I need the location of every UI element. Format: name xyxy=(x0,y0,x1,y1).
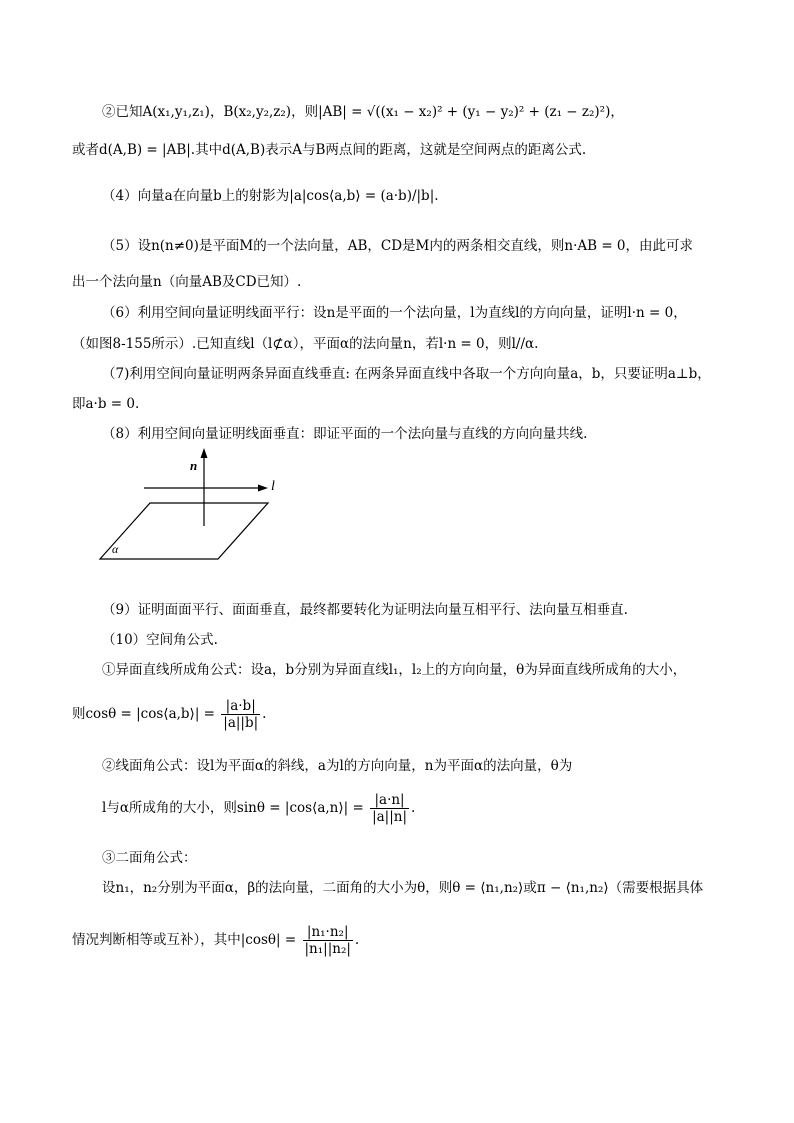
text-line-plane-plane: （9）证明面面平行、面面垂直，最终都要转化为证明法向量互相平行、法向量互相垂直. xyxy=(102,602,628,618)
formula-line-plane-angle: l与α所成角的大小，则sinθ = |cos⟨a,n⟩| = $\frac{|a\cdot n|}{|a||n|}$ . xyxy=(102,792,416,825)
plane-normal-figure xyxy=(96,446,286,568)
normal-vector-arrowhead xyxy=(201,448,208,458)
text-line-projection: （4）向量a在向量b上的射影为|a|cos⟨a,b⟩ = (a·b)/|b|. xyxy=(102,188,439,204)
text-line-line-plane-perpendicular: （8）利用空间向量证明线面垂直：即证平面的一个法向量与直线的方向向量共线. xyxy=(102,426,588,442)
formula-dihedral-denominator: |n₁||n₂| xyxy=(304,941,351,957)
label-n: n xyxy=(190,458,198,473)
text-line-normal-vector-cont: 出一个法向量n（向量AB及CD已知）. xyxy=(72,274,302,290)
text-line-distance-notation: 或者d(A,B) = |AB|.其中d(A,B)表示A与B两点间的距离，这就是空间两点的距离公式. xyxy=(72,142,587,158)
plane-alpha-shape xyxy=(100,503,268,559)
formula-dihedral-prefix: 情况判断相等或互补），其中|cosθ| = xyxy=(72,932,297,948)
line-l-arrowhead xyxy=(258,485,268,492)
text-line-skew-perpendicular: （7)利用空间向量证明两条异面直线垂直: 在两条异面直线中各取一个方向向量a，b，只要证明a⊥b， xyxy=(102,366,711,382)
text-line-line-plane-angle: ②线面角公式：设l为平面α的斜线，a为l的方向向量，n为平面α的法向量，θ为 xyxy=(102,758,573,774)
formula-dihedral-numerator: |n₁·n₂| xyxy=(303,924,353,941)
formula-line-plane-denominator: |a||n| xyxy=(372,809,408,825)
text-line-normal-vector: （5）设n(n≠0)是平面M的一个法向量，AB，CD是M内的两条相交直线，则n·AB = 0，由此可求 xyxy=(102,238,694,254)
formula-line-plane-fraction xyxy=(370,792,409,825)
text-line-line-plane-parallel-cont: （如图8-155所示）.已知直线l（l⊄α），平面α的法向量n，若l·n = 0，则l//α. xyxy=(72,336,539,352)
formula-dihedral-fraction xyxy=(303,924,353,957)
formula-skew-angle-prefix: 则cosθ = |cos⟨a,b⟩| = xyxy=(72,706,215,722)
label-alpha: α xyxy=(112,542,119,556)
formula-line-plane-numerator: |a·n| xyxy=(370,792,409,809)
text-line-skew-perpendicular-cont: 即a·b = 0. xyxy=(72,396,140,412)
text-line-dihedral-title: ③二面角公式： xyxy=(102,850,197,866)
formula-skew-angle: 则cosθ = |cos⟨a,b⟩| = $\frac{|a\cdot b|}{|a||b|}$ . xyxy=(72,698,267,731)
label-l: l xyxy=(271,479,275,494)
text-line-line-plane-parallel: （6）利用空间向量证明线面平行：设n是平面的一个法向量，l为直线l的方向向量，证明l·n = 0， xyxy=(102,305,687,321)
formula-skew-angle-denominator: |a||b| xyxy=(223,715,259,731)
formula-line-plane-prefix: l与α所成角的大小，则sinθ = |cos⟨a,n⟩| = xyxy=(102,800,364,816)
formula-skew-angle-numerator: |a·b| xyxy=(221,698,260,715)
formula-dihedral-cos: 情况判断相等或互补），其中|cosθ| = $\frac{\text{|n₁·n₂|}}{\text{|n₁||n₂|}}$ . xyxy=(72,924,360,957)
text-line-skew-angle: ①异面直线所成角公式：设a，b分别为异面直线l₁，l₂上的方向向量，θ为异面直线所成角的大小， xyxy=(102,662,687,678)
text-line-distance-formula: ②已知A(x₁,y₁,z₁)，B(x₂,y₂,z₂)，则|AB| = √((x₁ − x₂)² + (y₁ − y₂)² + (z₁ − z₂)²)， xyxy=(102,104,624,120)
formula-skew-angle-fraction xyxy=(221,698,260,731)
text-line-angle-formulas: （10）空间角公式. xyxy=(102,632,218,648)
text-line-dihedral-angle: 设n₁，n₂分别为平面α，β的法向量，二面角的大小为θ，则θ = ⟨n₁,n₂⟩或π − ⟨n₁,n₂⟩（需要根据具体 xyxy=(102,880,704,896)
